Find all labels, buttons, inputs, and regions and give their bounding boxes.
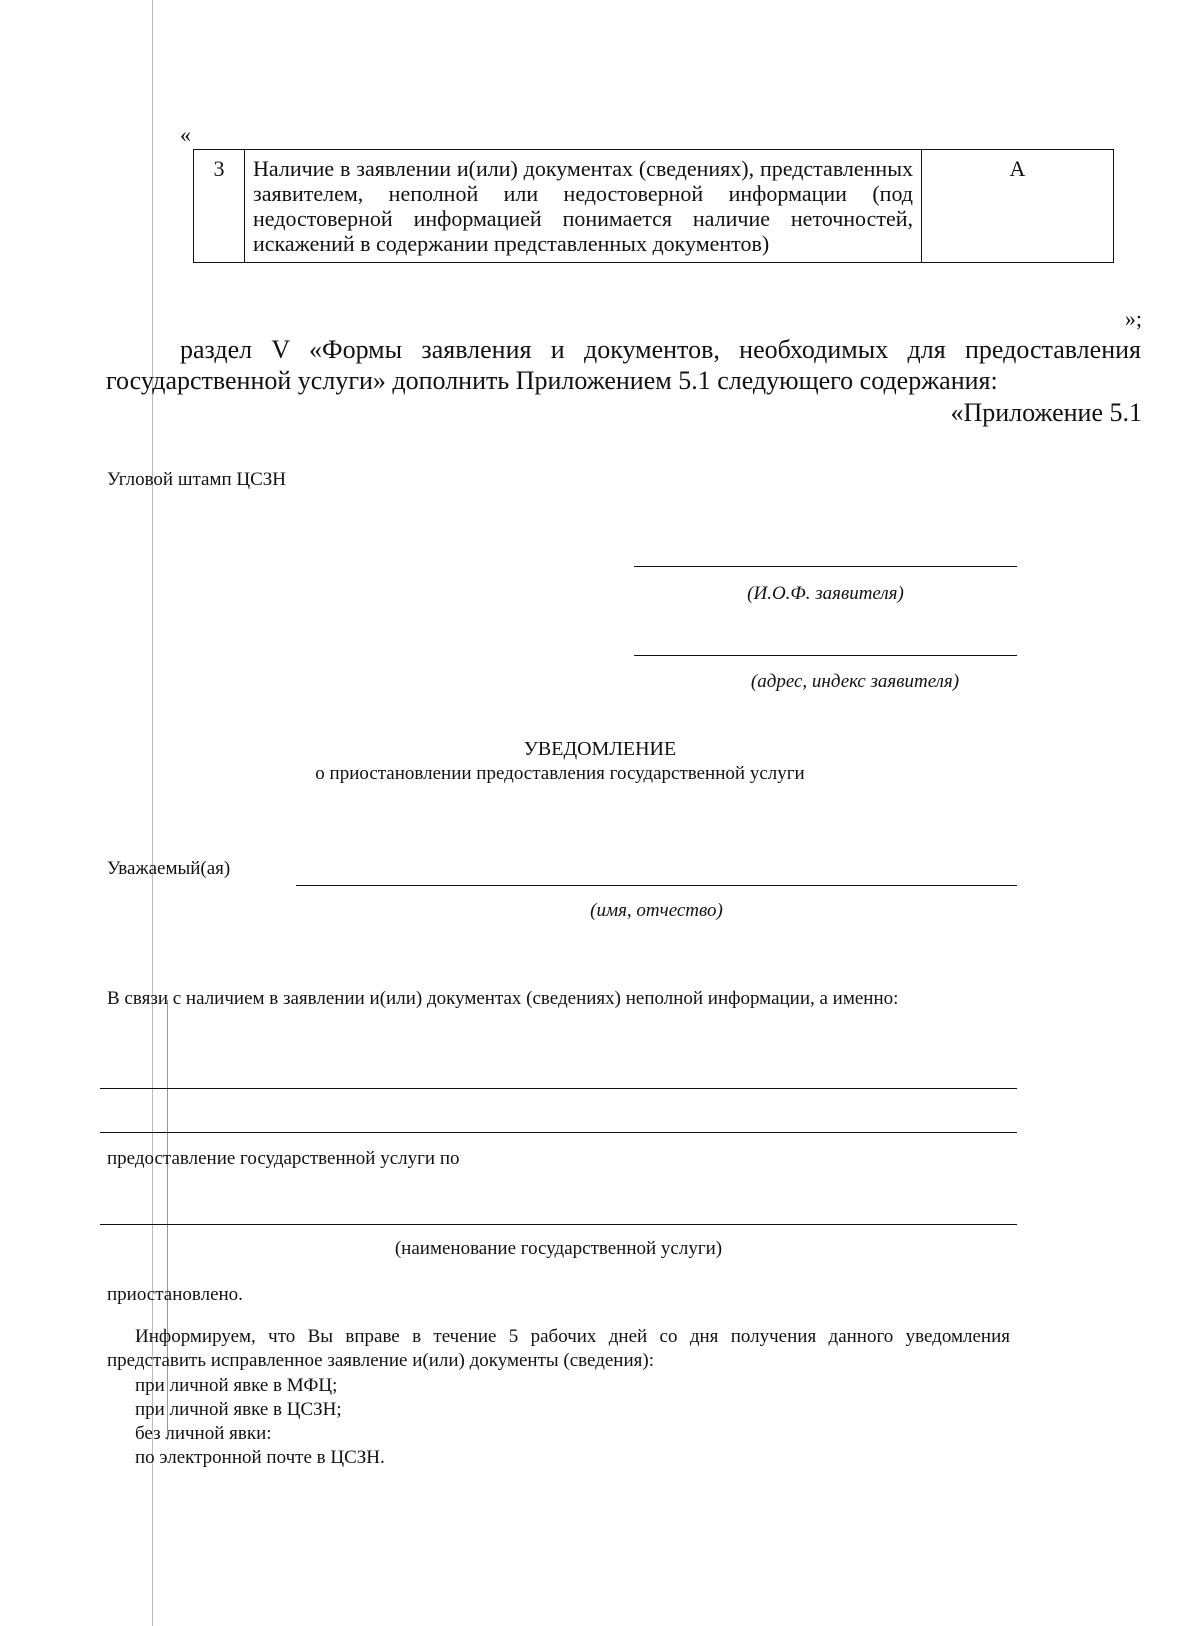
notice-subtitle: о приостановлении предоставления государственной услуги [315,763,805,784]
corner-stamp-label: Угловой штамп ЦСЗН [107,469,287,490]
reason-line-1 [100,1088,1017,1089]
applicant-address-caption: (адрес, индекс заявителя) [750,671,960,692]
applicant-address-line [634,655,1017,656]
notice-title: УВЕДОМЛЕНИЕ [523,738,677,760]
applicant-name-line [634,566,1017,567]
option-item: при личной явке в ЦСЗН; [135,1399,342,1420]
table-close-quote: »; [1124,306,1142,331]
inform-paragraph: Информируем, что Вы вправе в течение 5 рабочих дней со дня получения данного уведомления представить исправленное заявление и(или) документы (сведения): [107,1326,1010,1371]
row-code: А [922,150,1114,263]
reason-paragraph: В связи с наличием в заявлении и(или) документах (сведениях) неполной информации, а именно: [107,988,899,1009]
row-number: 3 [194,150,245,263]
suspended-text: приостановлено. [107,1284,243,1305]
amendment-paragraph: раздел V «Формы заявления и документов, необходимых для предоставления государственной услуги» дополнить Приложением 5.1 следующего содержания: [106,335,1141,395]
service-line [100,1224,1017,1225]
criteria-table [193,149,1114,263]
table-row [194,150,1114,263]
table-open-quote: « [180,122,191,147]
appendix-heading: «Приложение 5.1 [950,398,1142,427]
option-item: без личной явки: [135,1423,272,1444]
applicant-name-caption: (И.О.Ф. заявителя) [747,583,904,604]
service-text: предоставление государственной услуги по [107,1148,460,1169]
name-line [296,885,1017,886]
service-caption: (наименование государственной услуги) [394,1238,723,1259]
name-caption: (имя, отчество) [590,900,723,921]
row-text: Наличие в заявлении и(или) документах (сведениях), представленных заявителем, неполной или недостоверной информации (под недостоверной информацией понимается наличие неточностей, искажений в содержании представленных документов) [245,150,922,263]
salutation: Уважаемый(ая) [107,858,231,879]
option-item: при личной явке в МФЦ; [135,1375,338,1396]
reason-line-2 [100,1132,1017,1133]
option-item: по электронной почте в ЦСЗН. [135,1447,385,1468]
